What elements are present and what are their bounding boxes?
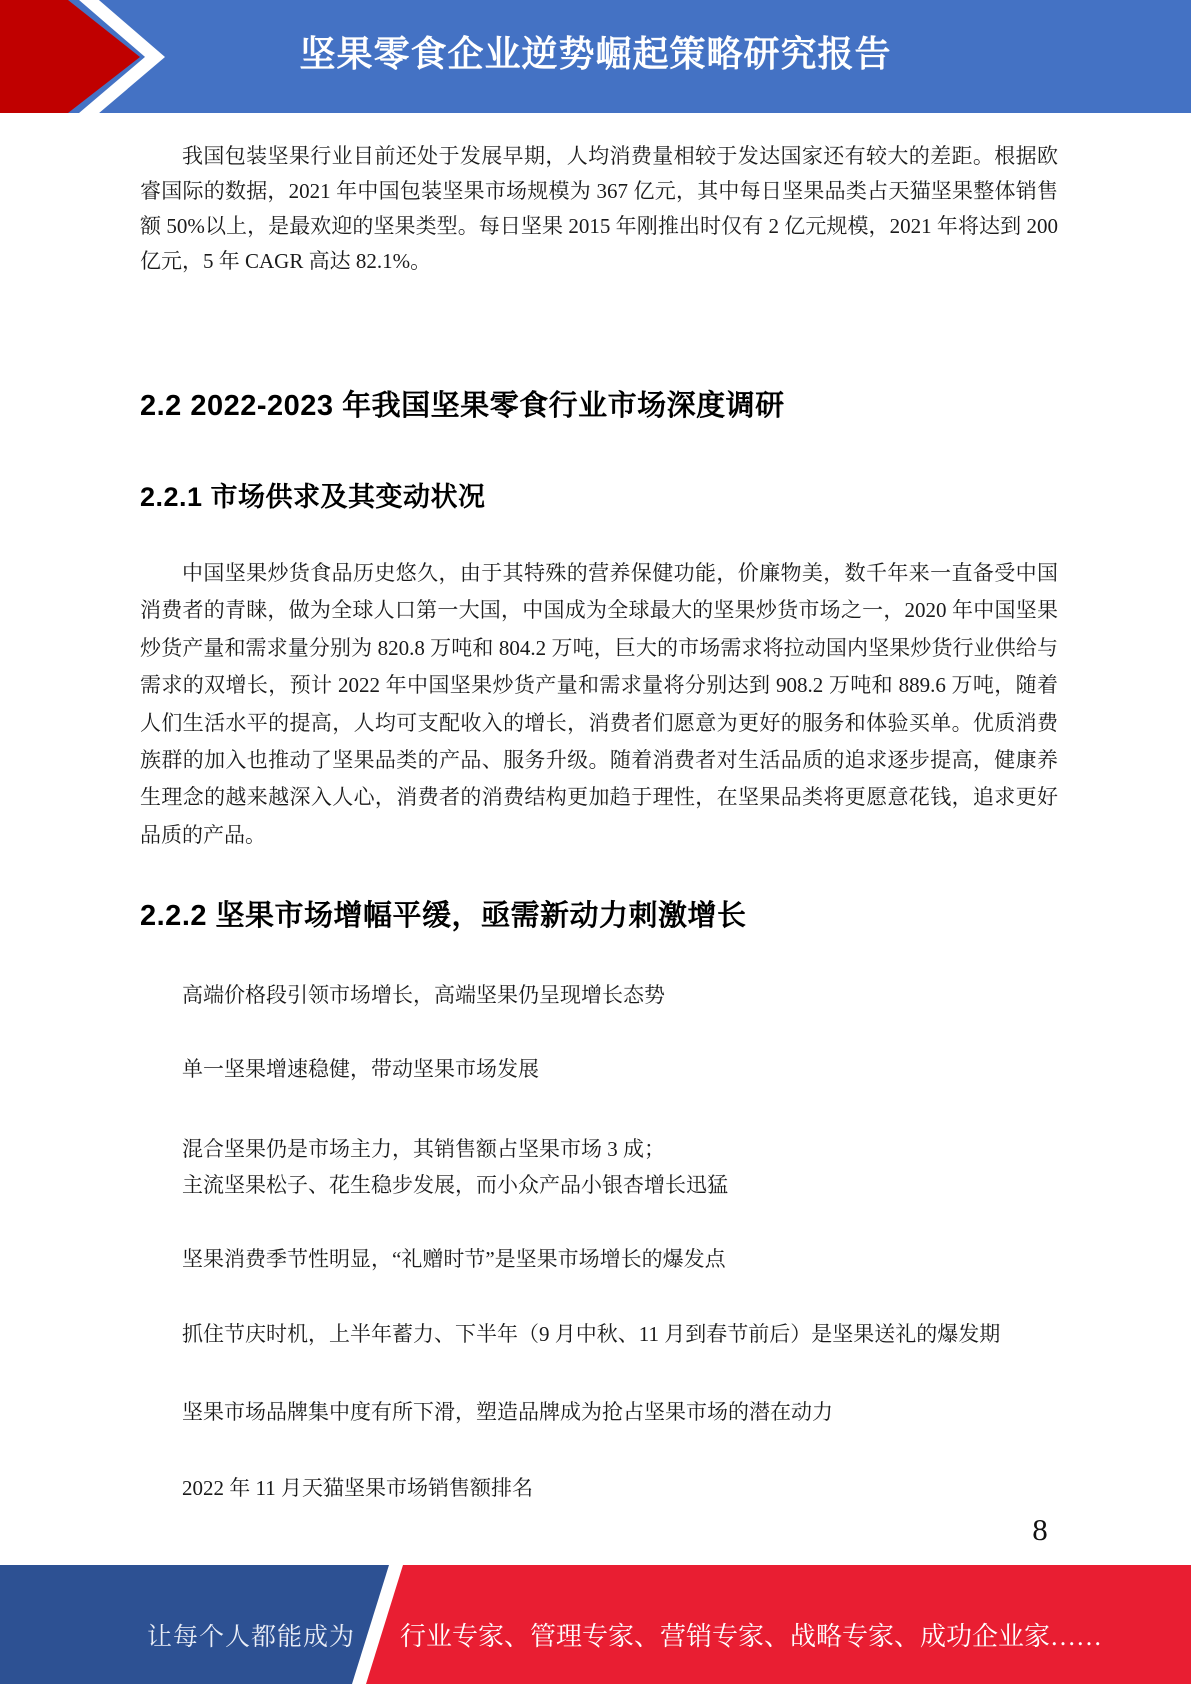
section-heading-2-2: 2.2 2022-2023 年我国坚果零食行业市场深度调研 [140,390,785,422]
report-point: 高端价格段引领市场增长，高端坚果仍呈现增长态势 [182,983,665,1007]
market-paragraph: 中国坚果炒货食品历史悠久，由于其特殊的营养保健功能，价廉物美，数千年来一直备受中国消费者的青睐，做为全球人口第一大国，中国成为全球最大的坚果炒货市场之一，2020 年中国坚果炒货产量和需求量分别为 820.8 万吨和 804.2 万吨，巨大的市场需求将拉动国内坚果炒货行业供给与需求的双增长，预计 2022 年中国坚果炒货产量和需求量将分别达到 908.2 万吨和 889.6 万吨，随着人们生活水平的提高，人均可支配收入的增长，消费者们愿意为更好的服务和体验买单。优质消费族群的加入也推动了坚果品类的产品、服务升级。随着消费者对生活品质的追求逐步提高，健康养生理念的越来越深入人心，消费者的消费结构更加趋于理性，在坚果品类将更愿意花钱，追求更好品质的产品。 [140,561,1058,847]
intro-paragraph: 我国包装坚果行业目前还处于发展早期，人均消费量相较于发达国家还有较大的差距。根据欧睿国际的数据，2021 年中国包装坚果市场规模为 367 亿元，其中每日坚果品类占天猫坚果整体销售额 50%以上，是最欢迎的坚果类型。每日坚果 2015 年刚推出时仅有 2 亿元规模，2021 年将达到 200 亿元，5 年 CAGR 高达 82.1%。 [140,144,1058,273]
report-point: 混合坚果仍是市场主力，其销售额占坚果市场 3 成； [182,1137,665,1161]
report-point: 2022 年 11 月天猫坚果市场销售额排名 [182,1476,533,1500]
page-footer-banner [0,1565,1191,1684]
page-header-banner [0,0,1191,113]
section-heading-2-2-2: 2.2.2 坚果市场增幅平缓，亟需新动力刺激增长 [140,900,747,932]
report-point: 单一坚果增速稳健，带动坚果市场发展 [182,1057,539,1081]
footer-slogan-left: 让每个人都能成为 [146,1624,355,1651]
page-number: 8 [1032,1512,1048,1547]
report-point: 抓住节庆时机，上半年蓄力、下半年（9 月中秋、11 月到春节前后）是坚果送礼的爆发期 [182,1322,1001,1346]
report-title: 坚果零食企业逆势崛起策略研究报告 [299,33,892,74]
section-heading-2-2-1: 2.2.1 市场供求及其变动状况 [140,482,486,512]
report-point: 坚果市场品牌集中度有所下滑，塑造品牌成为抢占坚果市场的潜在动力 [182,1400,833,1424]
footer-slogan-right: 行业专家、管理专家、营销专家、战略专家、成功企业家…… [399,1622,1102,1651]
report-point: 主流坚果松子、花生稳步发展，而小众产品小银杏增长迅猛 [182,1173,728,1197]
report-point: 坚果消费季节性明显，“礼赠时节”是坚果市场增长的爆发点 [182,1247,726,1271]
